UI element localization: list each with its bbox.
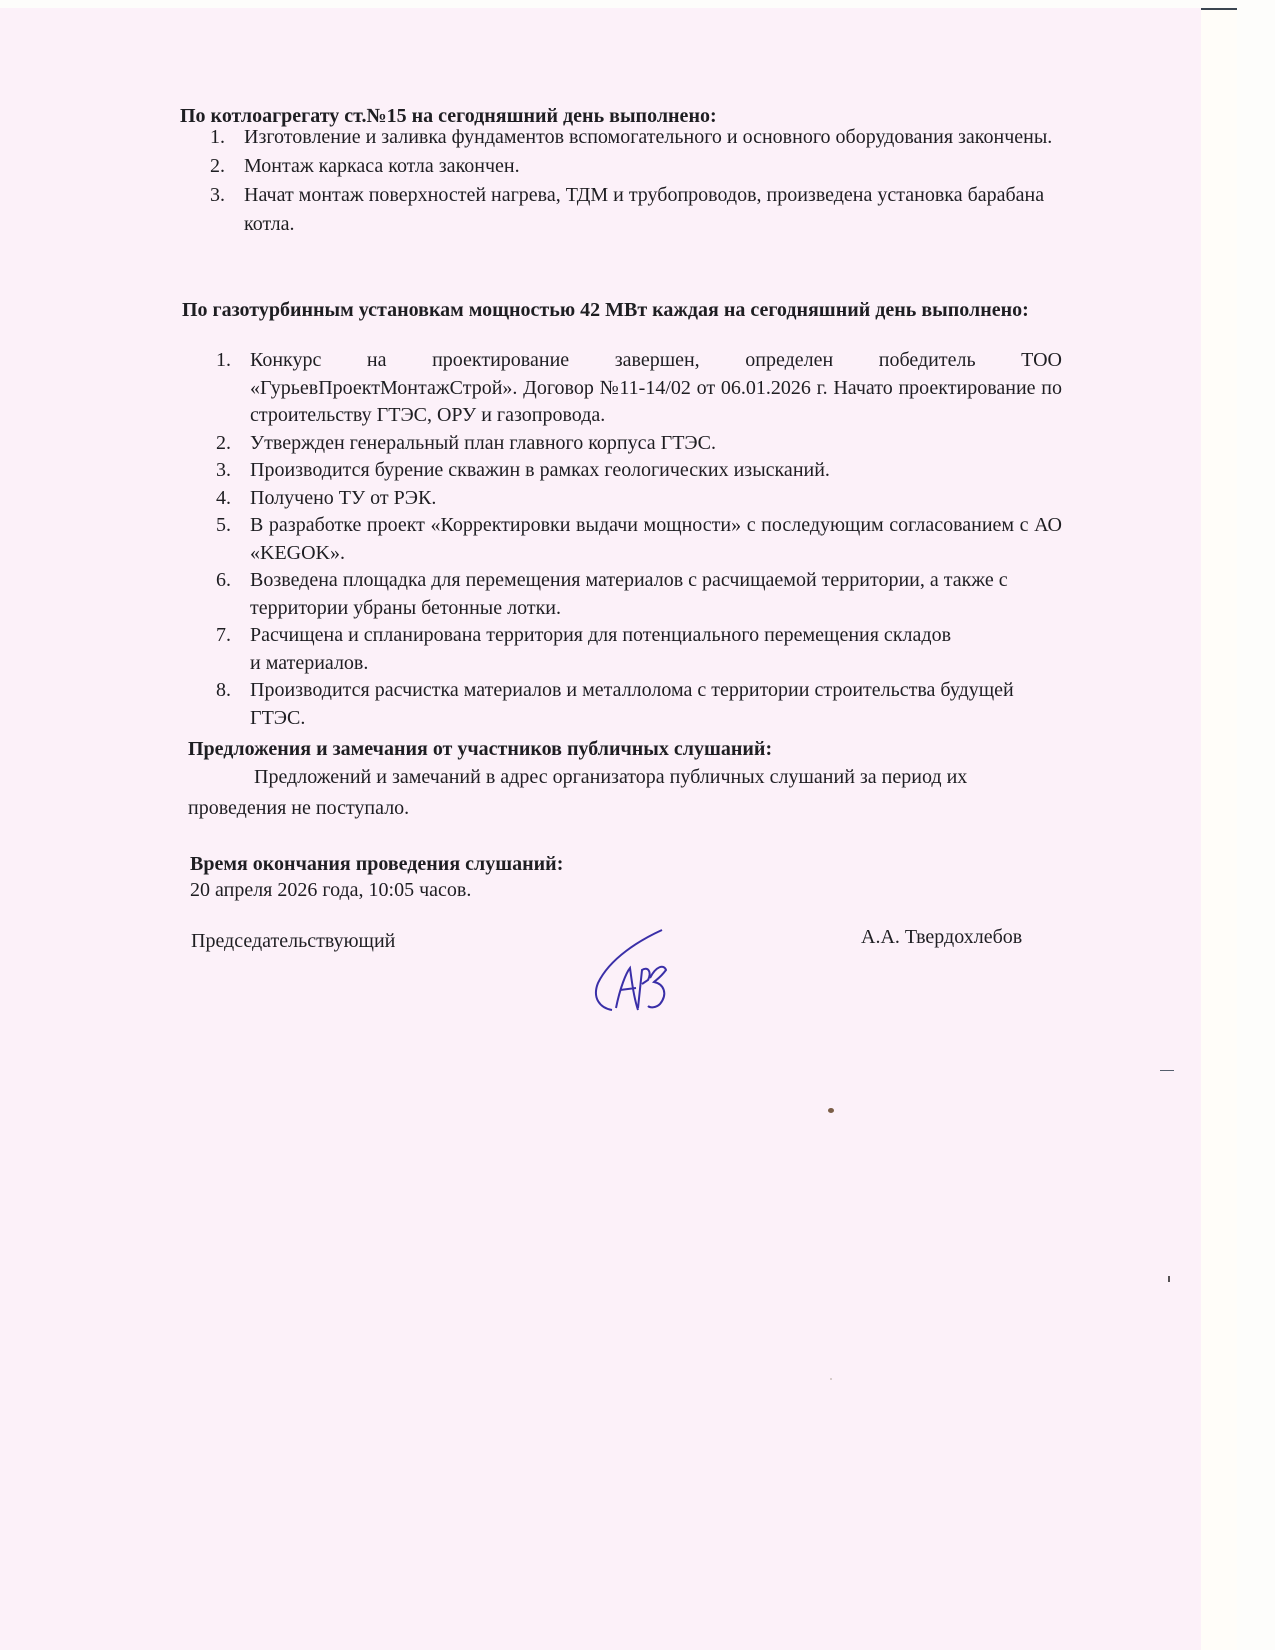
chairperson-role: Председательствующий [191,930,396,952]
gas-turbine-heading: По газотурбинным установкам мощностью 42 МВт каждая на сегодняшний день выполнено: [182,299,1029,321]
list-item [180,181,1060,239]
list-number: 2. [210,155,225,177]
list-number: 2. [216,431,231,454]
list-text: Производится бурение скважин в рамках геологических изысканий. [250,459,830,481]
list-number: 1. [210,126,225,148]
list-text: Получено ТУ от РЭК. [250,486,437,509]
boiler-list [180,123,1060,239]
list-item [186,485,1062,513]
chairperson-name: А.А. Твердохлебов [861,926,1023,948]
list-item [180,152,1060,181]
scan-speck [1168,1276,1170,1282]
list-item [186,567,1062,622]
list-item [180,123,1060,152]
list-text: Возведена площадка для перемещения материалов с расчищаемой территории, а также с территории убраны бетонные лотки. [250,569,1008,619]
end-time-value: 20 апреля 2026 года, 10:05 часов. [190,879,472,901]
list-number: 7. [216,624,231,646]
list-number: 3. [210,184,225,206]
list-text: Утвержден генеральный план главного корпуса ГТЭС. [250,431,716,454]
list-number: 8. [216,679,231,701]
scan-speck [828,1108,834,1113]
list-item [186,347,1062,430]
list-text: Начат монтаж поверхностей нагрева, ТДМ и трубопроводов, произведена установка барабана котла. [244,184,1045,235]
list-item [186,677,1062,732]
list-text: Расчищена и спланирована территория для потенциального перемещения складов и материалов. [250,624,952,674]
list-item [186,512,1062,567]
proposals-heading: Предложения и замечания от участников публичных слушаний: [188,738,773,760]
list-number: 1. [216,349,231,371]
list-text: Изготовление и заливка фундаментов вспомогательного и основного оборудования закончены. [244,126,1053,148]
list-text: В разработке проект «Корректировки выдачи мощности» с последующим согласованием с АО «KEGOK». [250,514,1062,564]
proposals-text: Предложений и замечаний в адрес организатора публичных слушаний за период их проведения не поступало. [188,766,968,819]
list-text: Конкурс на проектирование завершен, определен победитель ТОО «ГурьевПроектМонтажСтрой». Договор №11-14/02 от 06.01.2026 г. Начато проектирование по строительству ГТЭС, ОРУ и газопровода. [250,349,1062,426]
list-number: 6. [216,569,231,591]
list-text: Монтаж каркаса котла закончен. [244,155,520,177]
signature-scribble [590,928,690,1018]
document-page [0,8,1201,1650]
scan-speck [1160,1070,1174,1071]
scan-edge [1201,8,1237,1650]
list-number: 4. [216,486,231,509]
boiler-heading: По котлоагрегату ст.№15 на сегодняшний день выполнено: [180,105,717,127]
list-item [186,457,1062,485]
list-number: 3. [216,459,231,481]
scan-speck [830,1378,832,1380]
list-text: Производится расчистка материалов и металлолома с территории строительства будущей ГТЭС. [250,679,1014,729]
list-item [186,622,1062,677]
end-time-heading: Время окончания проведения слушаний: [190,853,564,875]
list-number: 5. [216,514,231,536]
gas-turbine-list [186,347,1062,732]
scan-edge-line [1201,8,1237,10]
list-item [186,430,1062,458]
